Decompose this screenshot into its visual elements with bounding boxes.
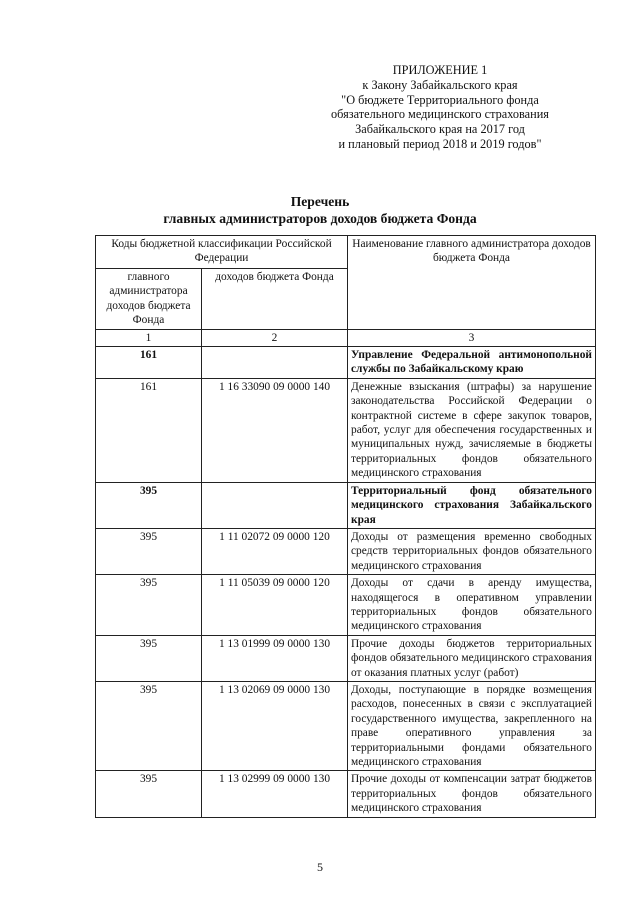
appendix-line: Забайкальского края на 2017 год xyxy=(355,122,525,137)
header-income-code: доходов бюджета Фонда xyxy=(202,269,348,330)
income-code-cell: 1 16 33090 09 0000 140 xyxy=(202,378,348,482)
table-row xyxy=(96,771,596,817)
name-cell: Доходы от размещения временно свободных средств территориальных фондов обязательного медицинского страхования xyxy=(348,528,596,574)
name-cell: Доходы от сдачи в аренду имущества, находящегося в оперативном управлении территориальных фондов обязательного медицинского страхования xyxy=(348,575,596,636)
admin-code-cell: 395 xyxy=(96,575,202,636)
income-code-cell: 1 13 01999 09 0000 130 xyxy=(202,635,348,681)
admin-code-cell: 395 xyxy=(96,528,202,574)
name-cell: Управление Федеральной антимонопольной службы по Забайкальскому краю xyxy=(348,347,596,379)
table-row xyxy=(96,635,596,681)
income-code-cell xyxy=(202,347,348,379)
name-cell: Прочие доходы от компенсации затрат бюджетов территориальных фондов обязательного медицинского страхования xyxy=(348,771,596,817)
column-numbers-row xyxy=(96,329,596,346)
name-cell: Денежные взыскания (штрафы) за нарушение законодательства Российской Федерации о контрактной системе в сфере закупок товаров, работ, услуг для обеспечения государственных и муниципальных нужд, зачисляемые в бюджеты территориальных фондов обязательного медицинского страхования xyxy=(348,378,596,482)
appendix-line: обязательного медицинского страхования xyxy=(331,107,549,122)
table-row xyxy=(96,347,596,379)
appendix-title: ПРИЛОЖЕНИЕ 1 xyxy=(392,63,488,77)
admin-code-cell: 395 xyxy=(96,482,202,528)
appendix-line: "О бюджете Территориального фонда xyxy=(341,92,539,107)
table-row xyxy=(96,482,596,528)
admin-code-cell: 395 xyxy=(96,771,202,817)
header-classification-codes: Коды бюджетной классификации Российской Федерации xyxy=(96,236,348,269)
column-number: 3 xyxy=(348,329,596,346)
page-number: 5 xyxy=(317,860,323,874)
appendix-line: и плановый период 2018 и 2019 годов" xyxy=(338,136,542,151)
name-cell: Прочие доходы бюджетов территориальных фондов обязательного медицинского страхования от оказания платных услуг (работ) xyxy=(348,635,596,681)
appendix-header xyxy=(320,63,560,152)
income-code-cell: 1 13 02069 09 0000 130 xyxy=(202,681,348,770)
table-row xyxy=(96,528,596,574)
header-administrator-name: Наименование главного администратора доходов бюджета Фонда xyxy=(348,236,596,330)
admin-code-cell: 161 xyxy=(96,378,202,482)
document-title xyxy=(0,193,640,227)
table-row xyxy=(96,575,596,636)
document-title-line2: главных администраторов доходов бюджета Фонда xyxy=(163,211,477,226)
table-header-row xyxy=(96,236,596,269)
table-row xyxy=(96,681,596,770)
document-title-line1: Перечень xyxy=(290,194,350,209)
income-code-cell: 1 13 02999 09 0000 130 xyxy=(202,771,348,817)
name-cell: Территориальный фонд обязательного медицинского страхования Забайкальского края xyxy=(348,482,596,528)
admin-code-cell: 395 xyxy=(96,681,202,770)
income-code-cell: 1 11 02072 09 0000 120 xyxy=(202,528,348,574)
admin-code-cell: 161 xyxy=(96,347,202,379)
admin-code-cell: 395 xyxy=(96,635,202,681)
income-code-cell: 1 11 05039 09 0000 120 xyxy=(202,575,348,636)
header-admin-code: главного администратора доходов бюджета Фонда xyxy=(96,269,202,330)
name-cell: Доходы, поступающие в порядке возмещения расходов, понесенных в связи с эксплуатацией государственного имущества, закрепленного на праве оперативного управления за территориальными фондами обязательного медицинского страхования xyxy=(348,681,596,770)
column-number: 1 xyxy=(96,329,202,346)
appendix-line: к Закону Забайкальского края xyxy=(362,77,518,92)
administrators-table xyxy=(95,235,596,818)
income-code-cell xyxy=(202,482,348,528)
column-number: 2 xyxy=(202,329,348,346)
table-row xyxy=(96,378,596,482)
